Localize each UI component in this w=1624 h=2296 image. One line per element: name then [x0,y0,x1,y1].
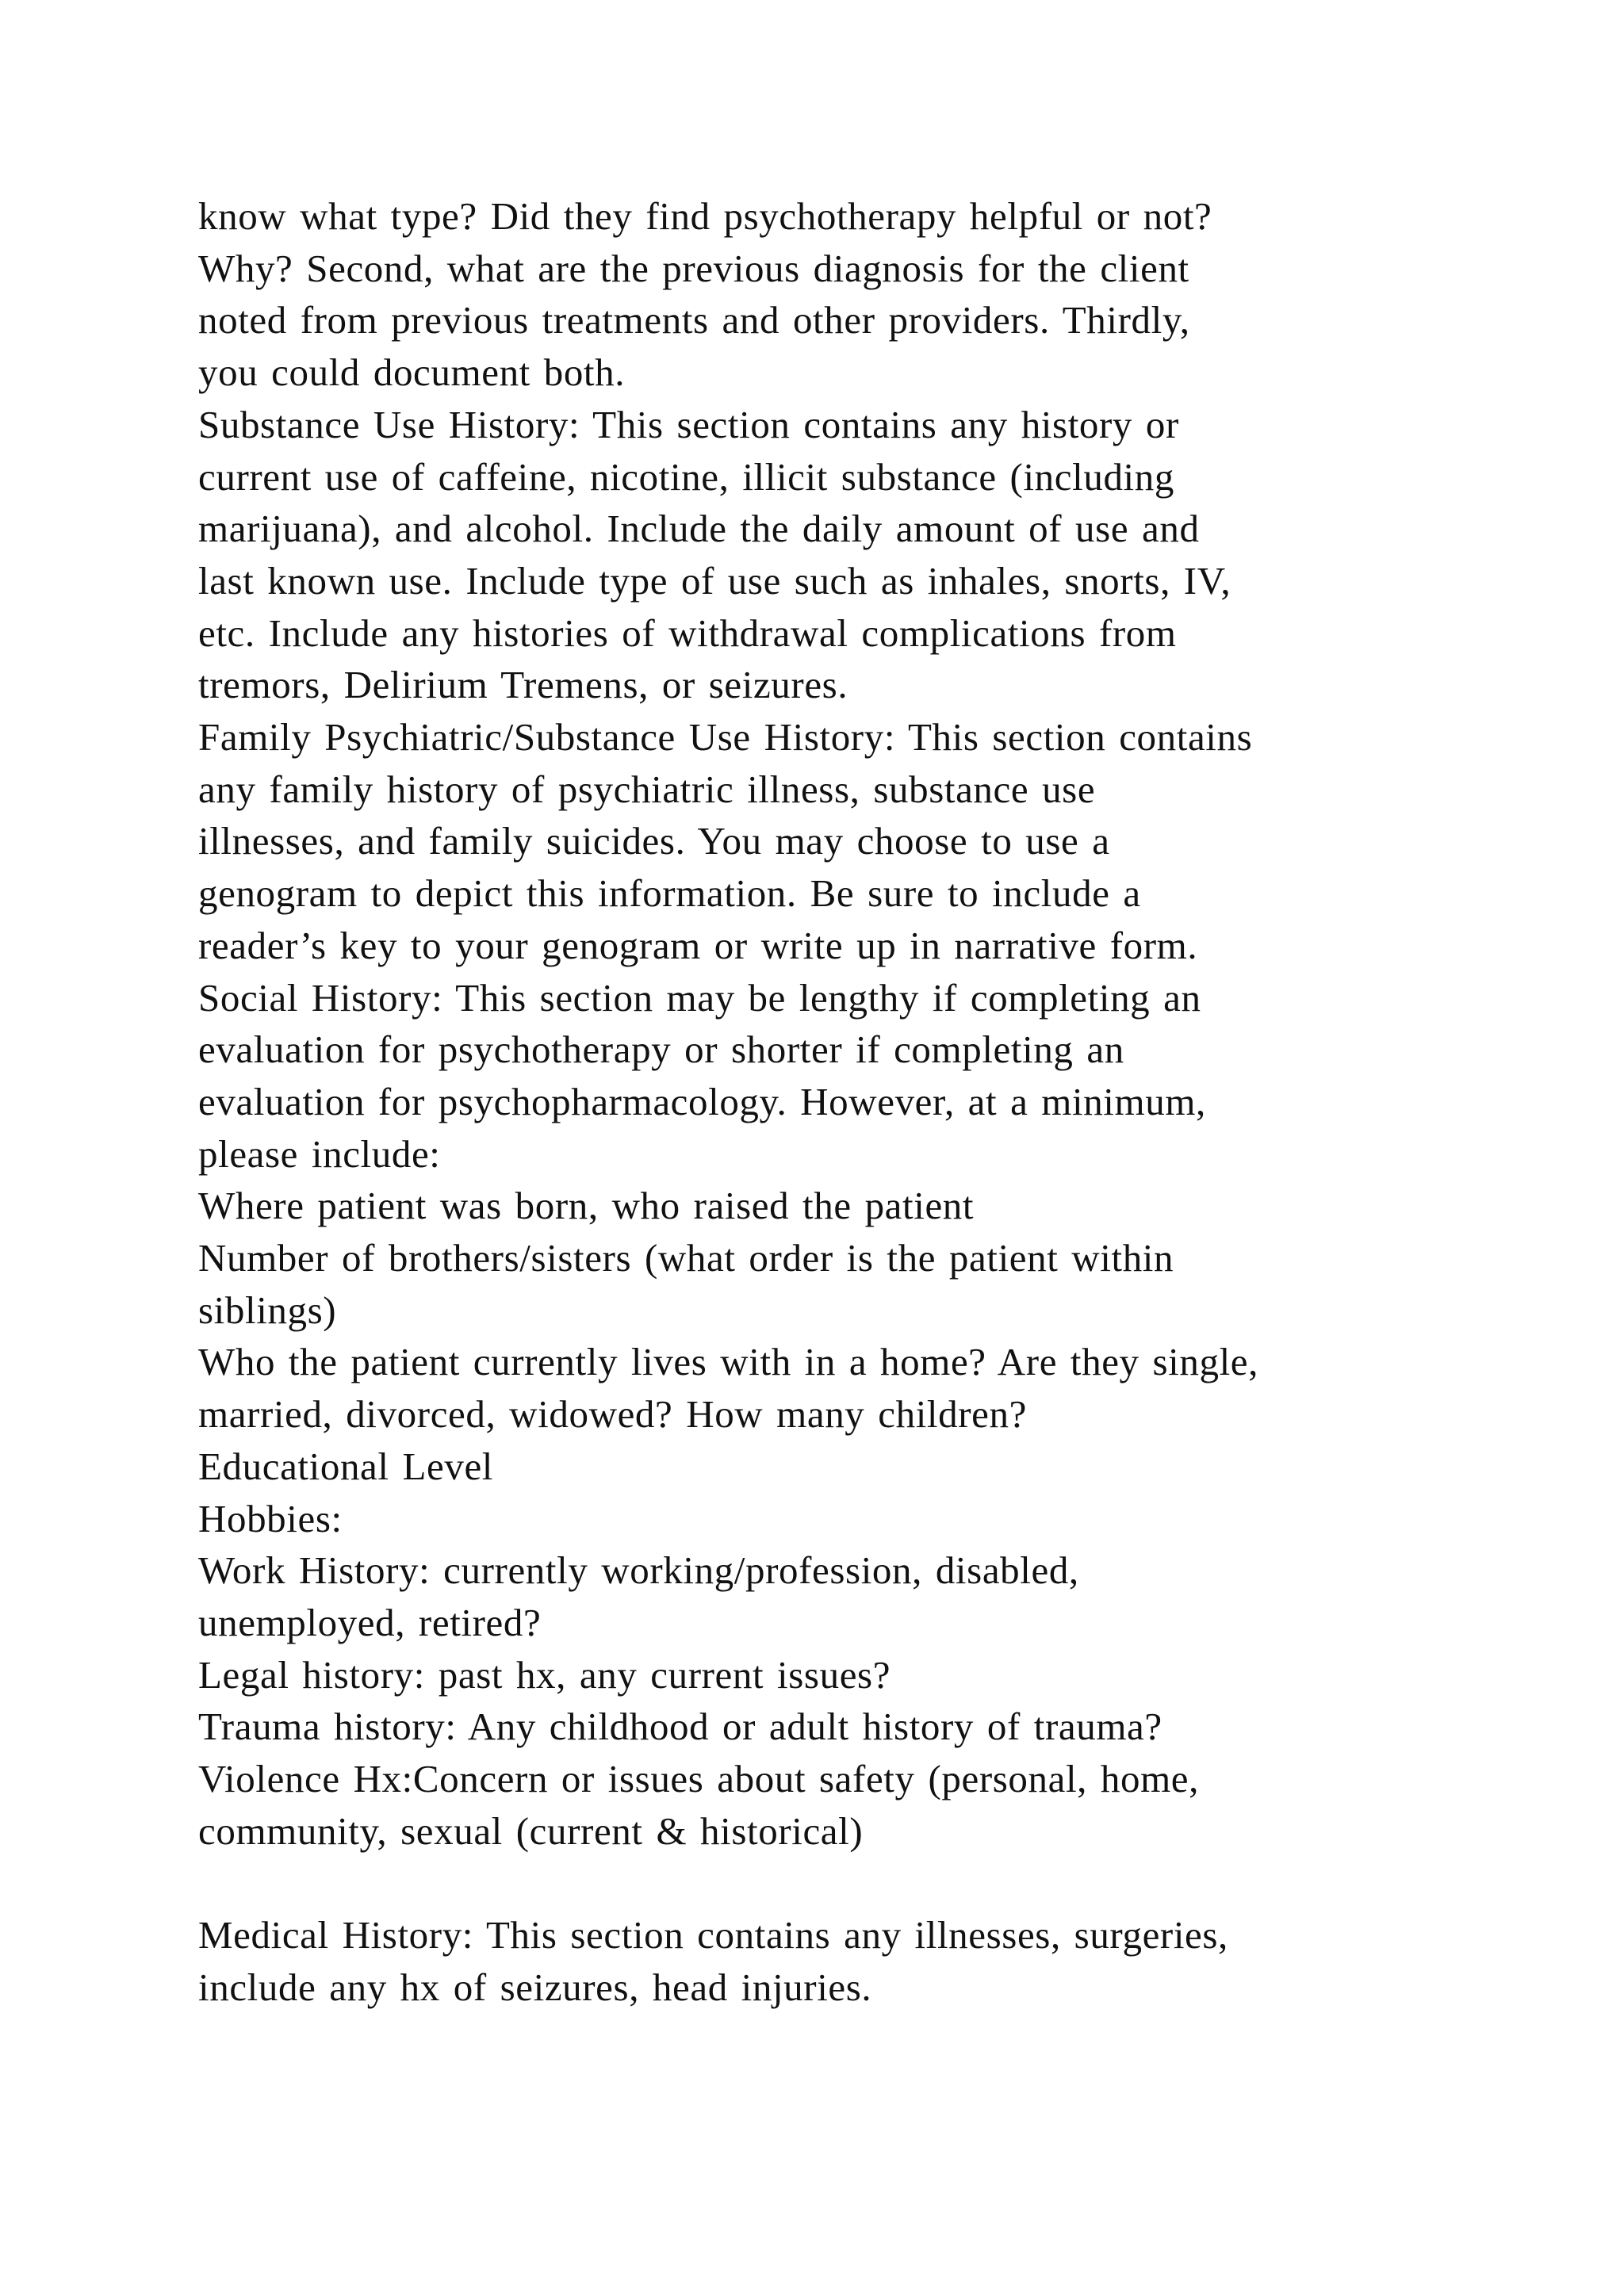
social-history-heading-line: Social History: This section may be lengthy if completing an [198,975,1201,1020]
text-line: any family history of psychiatric illness, substance use [198,767,1096,811]
list-item: siblings) [198,1288,337,1332]
list-item: Trauma history: Any childhood or adult history of trauma? [198,1705,1162,1749]
text-line: please include: [198,1131,441,1176]
text-line: Why? Second, what are the previous diagnosis for the client [198,246,1189,290]
text-line: current use of caffeine, nicotine, illicit substance (including [198,454,1174,499]
text-line: etc. Include any histories of withdrawal complications from [198,610,1177,655]
list-item: Who the patient currently lives with in a home? Are they single, [198,1340,1258,1384]
text-line: genogram to depict this information. Be sure to include a [198,871,1141,916]
text-line: marijuana), and alcohol. Include the daily amount of use and [198,507,1200,551]
blank-line [198,1858,1530,1910]
text-line: evaluation for psychotherapy or shorter if completing an [198,1027,1124,1072]
list-item: Where patient was born, who raised the patient [198,1184,975,1228]
medical-history-heading-line: Medical History: This section contains any illnesses, surgeries, [198,1913,1228,1957]
text-line: evaluation for psychopharmacology. However, at a minimum, [198,1079,1206,1123]
list-item: community, sexual (current & historical) [198,1808,864,1853]
text-line: tremors, Delirium Tremens, or seizures. [198,663,848,707]
text-line: illnesses, and family suicides. You may choose to use a [198,819,1110,863]
list-item: Educational Level [198,1444,494,1488]
list-item: Hobbies: [198,1496,343,1540]
list-item: Legal history: past hx, any current issues? [198,1652,891,1697]
text-line: reader’s key to your genogram or write up in narrative form. [198,923,1198,967]
text-line: include any hx of seizures, head injuries. [198,1965,872,2009]
list-item: married, divorced, widowed? How many children? [198,1392,1027,1437]
family-history-heading-line: Family Psychiatric/Substance Use History: This section contains [198,715,1253,760]
list-item: Violence Hx:Concern or issues about safety (personal, home, [198,1757,1199,1801]
list-item: unemployed, retired? [198,1600,542,1644]
list-item: Number of brothers/sisters (what order is the patient within [198,1236,1174,1280]
text-line: noted from previous treatments and other providers. Thirdly, [198,298,1190,342]
substance-use-history-heading-line: Substance Use History: This section contains any history or [198,402,1179,446]
text-line: you could document both. [198,350,626,395]
document-body-text [198,190,1530,2014]
text-line: last known use. Include type of use such as inhales, snorts, IV, [198,558,1231,603]
text-line: know what type? Did they find psychotherapy helpful or not? [198,194,1212,238]
list-item: Work History: currently working/profession, disabled, [198,1548,1079,1593]
